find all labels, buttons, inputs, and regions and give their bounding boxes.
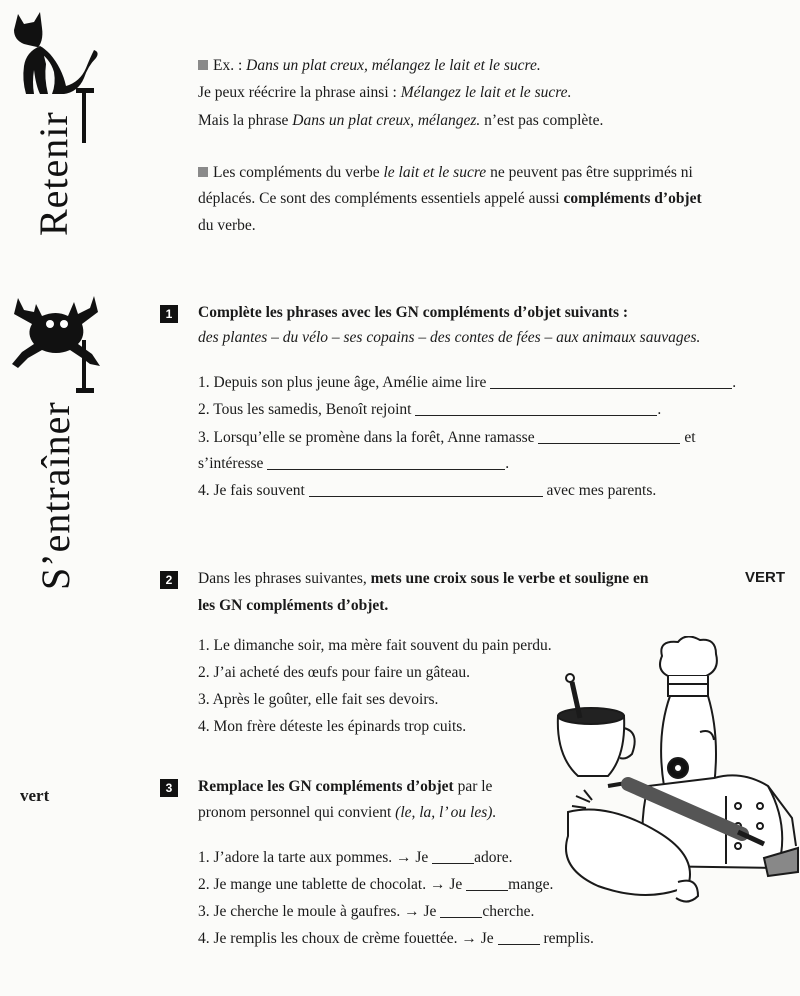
- exercise-2-sentence-1: 1. Le dimanche soir, ma mère fait souvent du pain perdu.: [198, 637, 552, 654]
- exercise-3-sentence-4: 4. Je remplis les choux de crème fouettée. → Je remplis.: [198, 930, 594, 947]
- answer-blank[interactable]: [432, 849, 474, 864]
- retenir-line-1: Ex. : Dans un plat creux, mélangez le lait et le sucre.: [198, 56, 541, 76]
- exercise-2-instruction-2: les GN compléments d’objet.: [198, 597, 389, 614]
- exercise-3-number: 3: [160, 779, 178, 797]
- retenir-line-3: Mais la phrase Dans un plat creux, mélangez. n’est pas complète.: [198, 112, 604, 129]
- retenir-p2-line-2: déplacés. Ce sont des compléments essentiels appelé aussi compléments d’objet: [198, 190, 702, 207]
- exercise-3-sentence-3: 3. Je cherche le moule à gaufres. → Je cherche.: [198, 903, 535, 920]
- exercise-2-number: 2: [160, 571, 178, 589]
- answer-blank[interactable]: [440, 903, 482, 918]
- frog-icon: [8, 292, 104, 374]
- exercise-3-instruction: Remplace les GN compléments d’objet par le: [198, 778, 493, 795]
- exercise-3-sentence-2: 2. Je mange une tablette de chocolat. → Je mange.: [198, 876, 554, 893]
- sentrainer-title: S’entraîner: [33, 401, 78, 590]
- exercise-1-instruction: Complète les phrases avec les GN compléments d’objet suivants :: [198, 304, 629, 321]
- answer-blank[interactable]: [490, 374, 732, 389]
- exercise-2-sentence-2: 2. J’ai acheté des œufs pour faire un gâteau.: [198, 664, 470, 681]
- exercise-3-sentence-1: 1. J’adore la tarte aux pommes. → Je adore.: [198, 849, 513, 866]
- answer-blank[interactable]: [309, 482, 543, 497]
- exercise-2-sentence-4: 4. Mon frère déteste les épinards trop cuits.: [198, 718, 467, 735]
- retenir-p2-line-3: du verbe.: [198, 217, 256, 234]
- sentrainer-bar-vertical: [82, 340, 86, 390]
- answer-blank[interactable]: [538, 429, 680, 444]
- answer-blank[interactable]: [466, 876, 508, 891]
- answer-blank[interactable]: [498, 930, 540, 945]
- exercise-2-instruction: Dans les phrases suivantes, mets une croix sous le verbe et souligne en: [198, 570, 649, 587]
- answer-blank[interactable]: [267, 455, 505, 470]
- vert-side-label: vert: [20, 786, 50, 805]
- exercise-1-sentence-2: 2. Tous les samedis, Benoît rejoint .: [198, 401, 662, 418]
- retenir-p2-line-1: Les compléments du verbe le lait et le sucre ne peuvent pas être supprimés ni: [198, 163, 693, 183]
- retenir-bar-vertical: [82, 88, 86, 143]
- retenir-line-2: Je peux réécrire la phrase ainsi : Mélangez le lait et le sucre.: [198, 84, 572, 101]
- exercise-1-words: des plantes – du vélo – ses copains – des contes de fées – aux animaux sauvages.: [198, 329, 701, 346]
- sentrainer-bar-bottom: [76, 388, 94, 393]
- bullet-square-icon: [198, 167, 208, 177]
- retenir-title: Retenir: [31, 111, 76, 236]
- exercise-1-sentence-1: 1. Depuis son plus jeune âge, Amélie aime lire .: [198, 374, 737, 391]
- exercise-1-sentence-3: 3. Lorsqu’elle se promène dans la forêt, Anne ramasse et: [198, 429, 696, 446]
- bullet-square-icon: [198, 60, 208, 70]
- exercise-3-instruction-2: pronom personnel qui convient (le, la, l’ ou les).: [198, 804, 497, 821]
- answer-blank[interactable]: [415, 401, 657, 416]
- exercise-1-sentence-3-cont: s’intéresse .: [198, 455, 510, 472]
- vert-color-tag: VERT: [745, 569, 786, 586]
- exercise-2-sentence-3: 3. Après le goûter, elle fait ses devoirs.: [198, 691, 439, 708]
- exercise-1-number: 1: [160, 305, 178, 323]
- exercise-1-sentence-4: 4. Je fais souvent avec mes parents.: [198, 482, 657, 499]
- chef-illustration: [528, 636, 800, 910]
